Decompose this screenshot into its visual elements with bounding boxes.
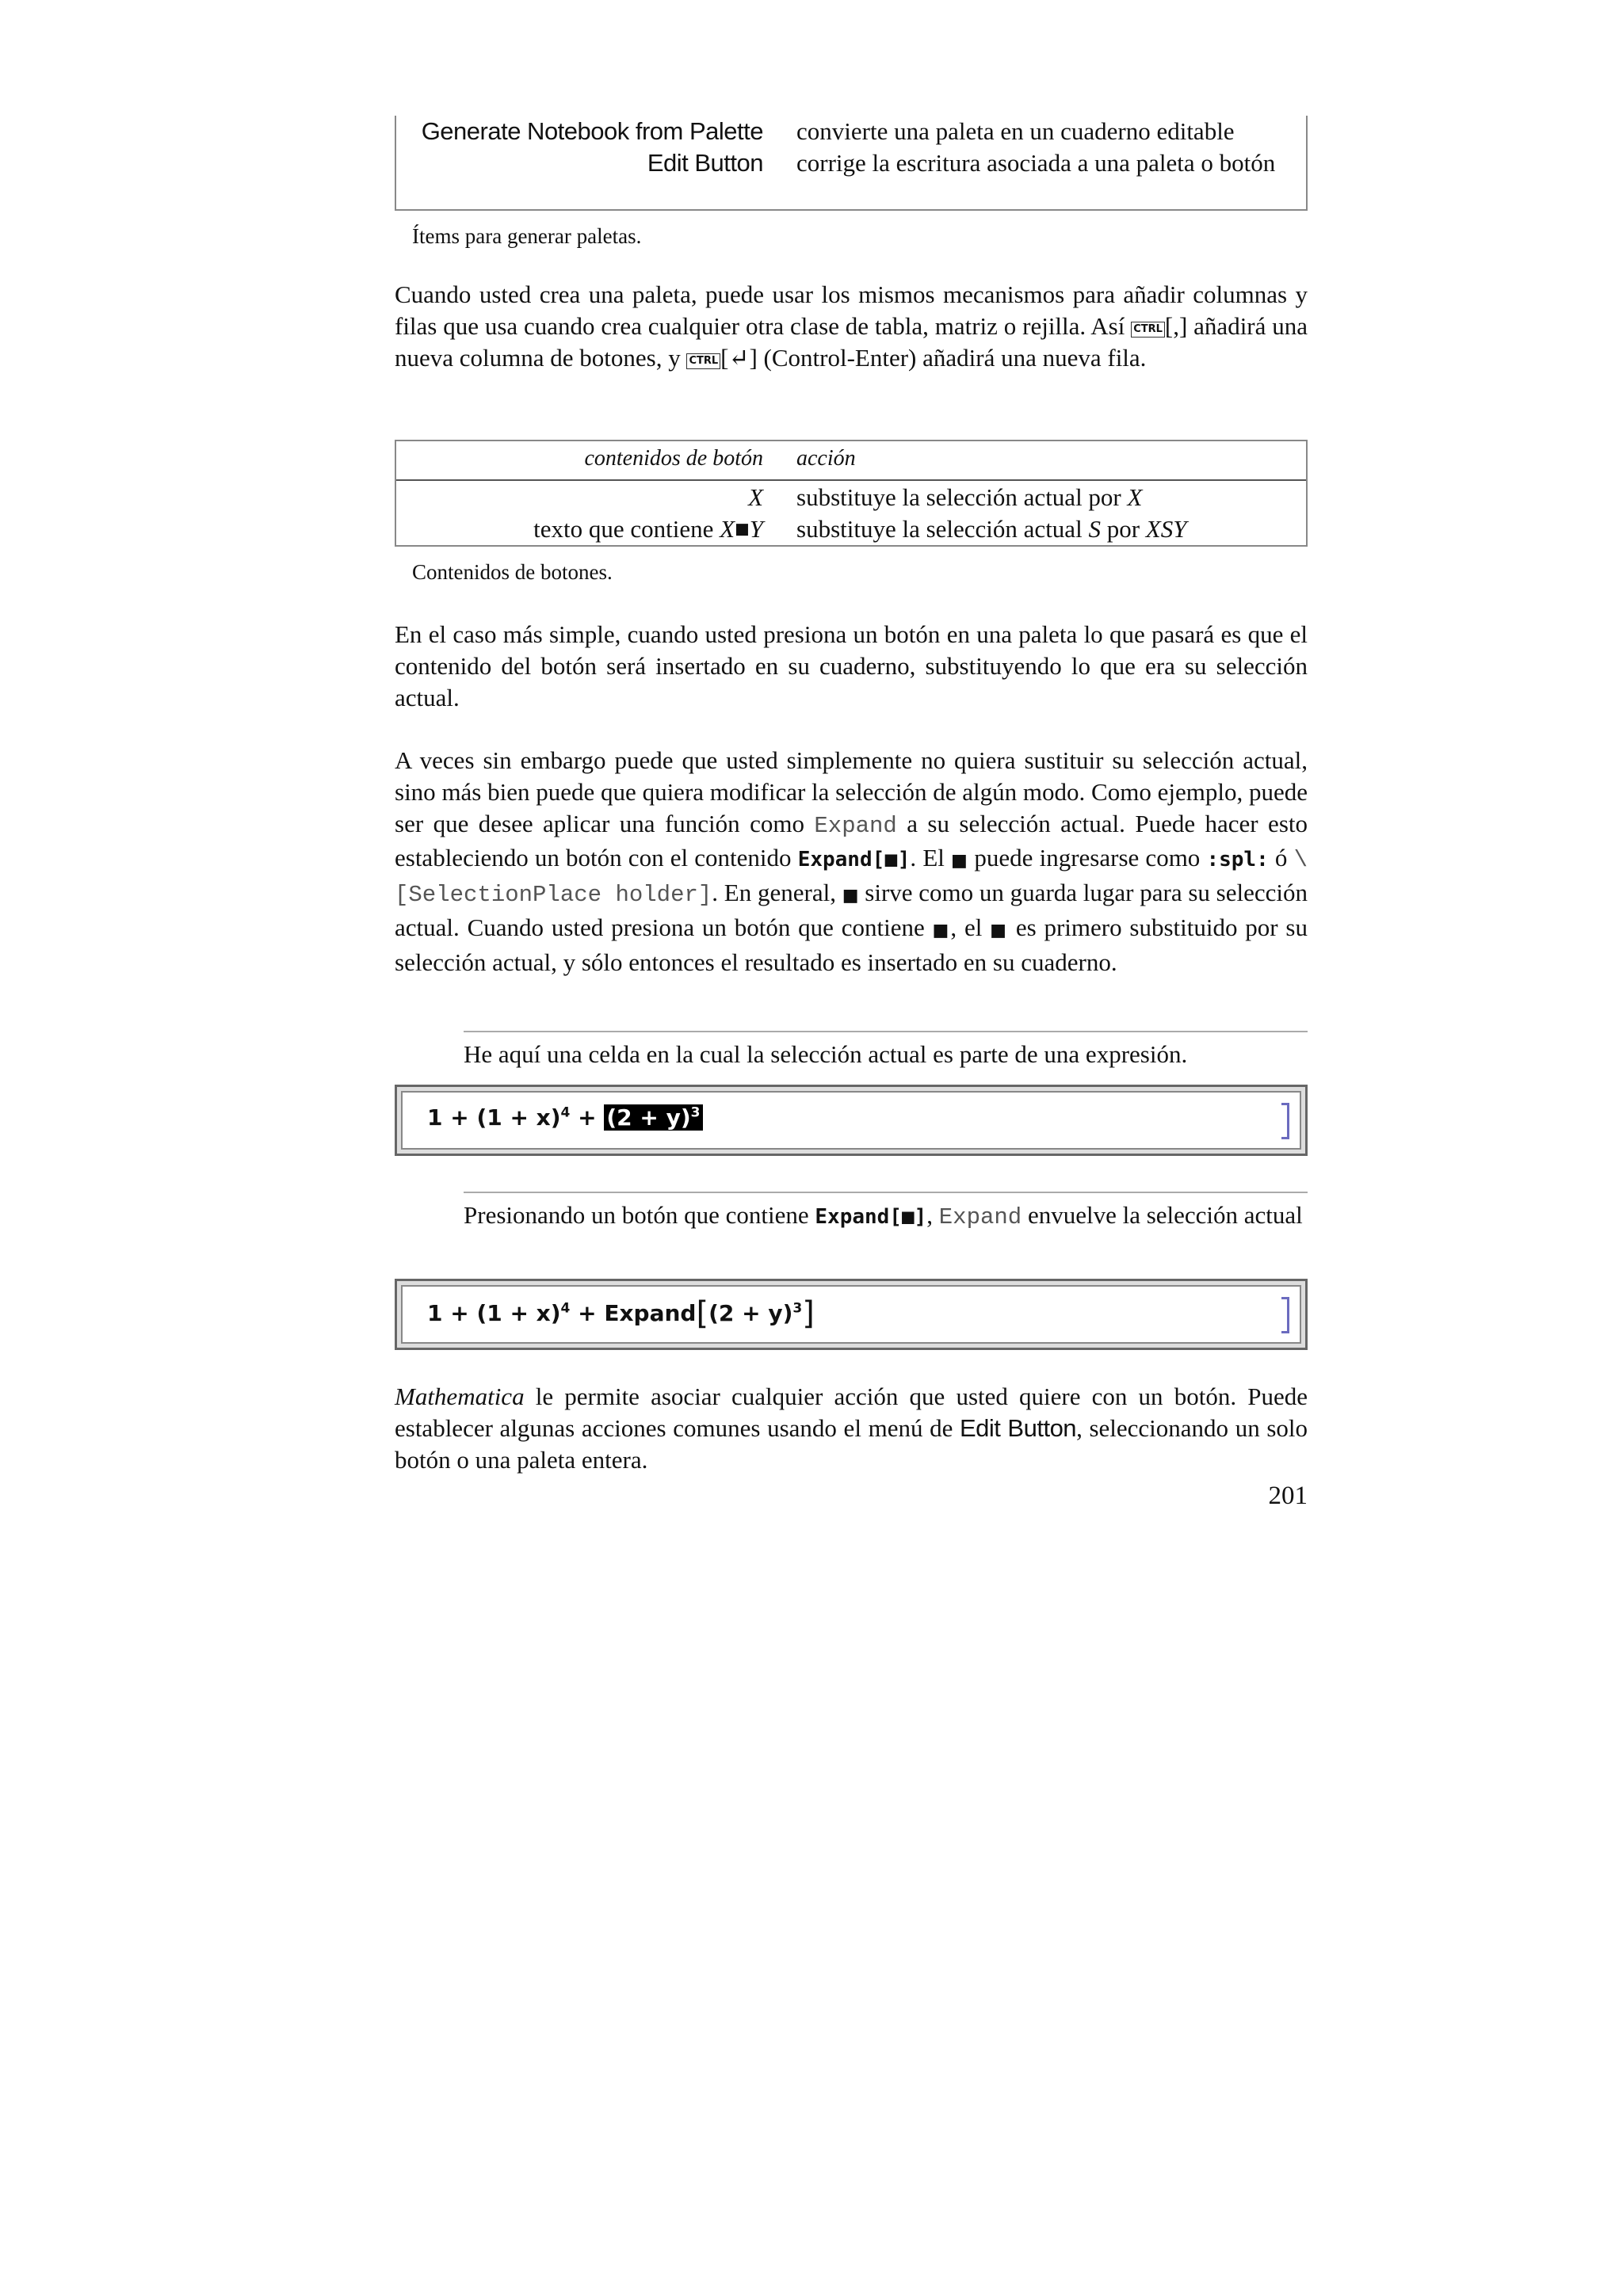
paragraph: Cuando usted crea una paleta, puede usar los mismos mecanismos para añadir columnas y filas que usa cuando crea cualquier otra clase de tabla, matriz o rejilla. Así CTRL[,] añadirá una nueva columna de botones, y CTRL[↵] (Control-Enter) añadirá una nueva fila. [395,280,1308,372]
cell-bracket-icon[interactable] [1281,1297,1289,1333]
notebook-input-cell[interactable] [395,1085,1308,1156]
notebook-input-cell[interactable] [395,1279,1308,1350]
button-contents-table: contenidos de botón acción X substituye la selección actual por X texto que contiene X■Y substituye la selección actual S por XSY [395,440,1308,547]
ctrl-key-icon: CTRL [1131,322,1165,338]
notebook-text-cell: He aquí una celda en la cual la selección actual es parte de una expresión. [464,1031,1308,1070]
table-caption: Ítems para generar paletas. [412,224,642,248]
math-expression: $1 + (1 + x)^4 + (2 + y)^3$ [427,1104,703,1131]
palette-items-table [395,116,1308,211]
menu-item-description: convierte una paleta en un cuaderno editable [796,117,1235,145]
page-number: 201 [1268,1482,1308,1510]
paragraph: Mathematica le permite asociar cualquier acción que usted quiere con un botón. Puede establecer algunas acciones comunes usando el menú de Edit Button, seleccionando un solo botón o una paleta entera. [395,1383,1308,1474]
table-caption: Contenidos de botones. [412,560,613,584]
cell-bracket-icon[interactable] [1281,1103,1289,1139]
column-header: contenidos de botón [584,446,763,471]
column-header: acción [796,446,856,471]
menu-item-name: Edit Button [647,149,763,177]
menu-item-description: corrige la escritura asociada a una paleta o botón [796,149,1276,177]
paragraph: En el caso más simple, cuando usted presiona un botón en una paleta lo que pasará es que el contenido del botón será insertado en su cuaderno, substituyendo lo que era su selección actual. [395,620,1308,711]
menu-item-name: Generate Notebook from Palette [421,117,763,145]
paragraph: A veces sin embargo puede que usted simplemente no quiera sustituir su selección actual, sino más bien puede que quiera modificar la selección de algún modo. Como ejemplo, puede ser que desee aplicar una función como Expand a su selección actual. Puede hacer esto estableciendo un botón con el contenido Expand[■]. El ■ puede ingresarse como :spl: ó \[SelectionPlace holder]. En general, ■ sirve como un guarda lugar para su selección actual. Cuando usted presiona un botón que contiene ■, el ■ es primero substituido por su selección actual, y sólo entonces el resultado es insertado en su cuaderno. [395,746,1308,976]
table-header [396,441,1306,481]
math-expression: $1 + (1 + x)^4$ + Expand[(2 + y)$^3$] [427,1295,815,1332]
current-selection: $(2 + y)^3$ [604,1104,702,1131]
notebook-text-cell: Presionando un botón que contiene Expand[■], Expand envuelve la selección actual [464,1192,1308,1234]
ctrl-key-icon: CTRL [686,353,720,369]
